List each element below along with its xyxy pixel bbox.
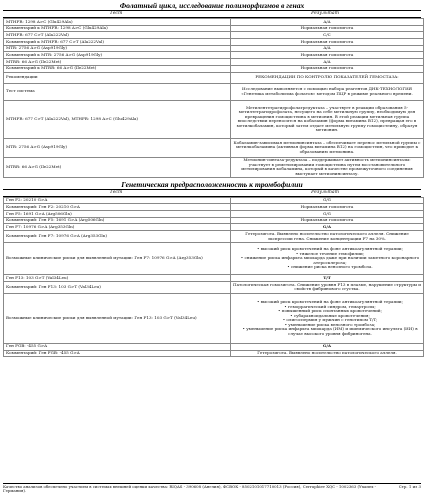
risk-item: • субарахноидальные кровотечения; — [239, 314, 421, 319]
table-row — [4, 25, 424, 32]
test-name-cell: Комментарий к MTR: 2756 A>G (Asp919Gly) — [4, 52, 231, 59]
result-cell: Гетерозигота. Выявлено носительство патологического аллеля. — [231, 350, 424, 357]
section-title-folate: Фолатный цикл, исследование полиморфизмов в генах — [119, 1, 305, 10]
test-name-cell: Ген F2: 20210 G>A — [4, 197, 231, 204]
test-name-cell: Возможные клинические риски для выявленной мутации: Ген F7: 10976 G>A (Arg353Gln) — [4, 243, 231, 275]
risk-item: • высокий риск кровотечений на фоне антикоагулянтной терапии; — [239, 247, 421, 252]
risk-list — [233, 247, 421, 270]
result-cell: A/A — [231, 19, 424, 26]
result-cell: A/A — [231, 59, 424, 66]
test-name-cell: Ген FGB: -455 G>A — [4, 343, 231, 350]
test-name-cell: Ген F13: 103 G>T (Val34Leu) — [4, 275, 231, 282]
table-row — [4, 231, 424, 243]
table-row — [4, 350, 424, 357]
table-header-thrombophilia — [3, 189, 421, 197]
table-row — [4, 65, 424, 72]
result-cell: A/A — [231, 45, 424, 52]
thrombophilia-table — [3, 197, 424, 358]
table-row — [4, 138, 424, 157]
quality-note: Качество анализов обеспечено участием в системах внешней оценки качества: RIQAS - 390608 (Англия), ФСВОК - 8502101017710013 (Россия), Cerruphiev XQC - 1002363 (Ухапех - Германия). — [3, 484, 376, 494]
result-cell: Нормальная гомозигота — [231, 39, 424, 46]
result-cell: G/A — [231, 343, 424, 350]
result-cell: G/G — [231, 211, 424, 218]
risk-item: • высокий риск кровотечений на фоне антикоагулянтной терапии; — [239, 300, 421, 305]
result-cell: T/T — [231, 275, 424, 282]
table-row — [4, 224, 424, 231]
result-cell: Нормальная гомозигота — [231, 25, 424, 32]
col-header-result: Результат — [311, 189, 339, 195]
test-name-cell: Комментарий к MTRR: 66 A>G (Ile22Met) — [4, 65, 231, 72]
risk-list-cell — [231, 243, 424, 275]
test-name-cell: MTRR: 66 A>G (Ile22Met) — [4, 157, 231, 177]
table-row — [4, 197, 424, 204]
table-row — [4, 72, 424, 83]
test-name-cell: Комментарий: Ген F7: 10976 G>A (Arg353Gln) — [4, 231, 231, 243]
section-title-thrombophilia: Генетическая предрасположенность к тромбофилии — [121, 179, 303, 189]
table-row — [4, 19, 424, 26]
result-cell: Метионин-синтаза-редуктаза – поддерживает активность метионинсинтазы: участвует в реметилировании гомоцистеина путем восстановительного метилирования кобаламина, который в качестве промежуточного соединения выступает метионинсинтазу. — [231, 157, 424, 177]
table-row — [4, 32, 424, 39]
table-row — [4, 45, 424, 52]
risk-list-cell — [231, 293, 424, 343]
result-cell: Нормальная гомозигота — [231, 65, 424, 72]
table-row — [4, 293, 424, 343]
test-name-cell: Тест система — [4, 83, 231, 100]
table-row — [4, 83, 424, 100]
risk-item: • тяжелое течение гемофилии; — [239, 252, 421, 257]
result-cell: Исследование выполняется с помощью набора реагентов ДНК-ТЕХНОЛОГИЯ «Генетика метаболизма фолатов» методом ПЦР в режиме реального времени. — [231, 83, 424, 100]
risk-item: • олигоспермия у мужчин с генотипом T/T; — [239, 318, 421, 323]
test-name-cell: Комментарий: Ген FGB: -455 G>A — [4, 350, 231, 357]
table-row — [4, 100, 424, 138]
risk-item: • повышенный риск спонтанных кровотечений; — [239, 309, 421, 314]
table-row — [4, 217, 424, 224]
test-name-cell: Ген F5: 1691 G>A (Arg506Gln) — [4, 211, 231, 218]
test-name-cell: MTHFR: 677 C>T (Ala222Val), MTHFR: 1298 A>C (Glu429Ala) — [4, 100, 231, 138]
result-cell: G/A — [231, 224, 424, 231]
test-name-cell: Комментарий: Ген F13: 103 G>T (Val34Leu) — [4, 281, 231, 293]
table-row — [4, 211, 424, 218]
col-header-test: Тест — [109, 11, 123, 16]
test-name-cell: MTHFR: 1298 A>C (Glu429Ala) — [4, 19, 231, 26]
result-cell: C/C — [231, 32, 424, 39]
test-name-cell: Комментарий к MTHFR: 677 C>T (Ala222Val) — [4, 39, 231, 46]
result-cell: РЕКОМЕНДАЦИИ ПО КОНТРОЛЮ ПОКАЗАТЕЛЕЙ ГЕМОСТАЗА: — [231, 72, 424, 83]
table-row — [4, 59, 424, 66]
table-row — [4, 281, 424, 293]
risk-item: • геморрагический синдром, гемартрозы; — [239, 305, 421, 310]
result-cell: Нормальная гомозигота — [231, 217, 424, 224]
test-name-cell: Рекомендации — [4, 72, 231, 83]
test-name-cell: Комментарий к MTHFR: 1298 A>C (Glu429Ala) — [4, 25, 231, 32]
table-row — [4, 52, 424, 59]
table-row — [4, 204, 424, 211]
page-number: Стр. 1 из 3 — [398, 484, 421, 489]
page-footer — [3, 483, 421, 500]
test-name-cell: Комментарий: Ген F5: 1691 G>A (Arg506Gln) — [4, 217, 231, 224]
risk-item: • снижение риска венозного тромбоза. — [239, 265, 421, 270]
risk-item: • снижение риска инфаркта миокарда даже при наличии заметного коронарного атеросклероза; — [239, 256, 421, 265]
test-name-cell: Возможные клинические риски для выявленной мутации: Ген F13: 103 G>T (Val34Leu) — [4, 293, 231, 343]
col-header-test: Тест — [109, 189, 123, 195]
table-row — [4, 343, 424, 350]
result-cell: Нормальная гомозигота — [231, 204, 424, 211]
test-name-cell: Комментарий: Ген F2: 20210 G>A — [4, 204, 231, 211]
risk-item: • уменьшение риска инфаркта миокарда (ИМ) и ишемического инсульта (ИИ) в случае высокого уровня фибриногена. — [239, 327, 421, 336]
test-name-cell: Ген F7: 10976 G>A (Arg353Gln) — [4, 224, 231, 231]
table-header-folate — [3, 10, 421, 18]
test-name-cell: MTR: 2756 A>G (Asp919Gly) — [4, 138, 231, 157]
result-cell: Гетерозигота. Выявлено носительство патологического аллеля. Снижение экспрессии гена. Снижение концентрации F7 на 30%. — [231, 231, 424, 243]
result-cell: Кобаламин-зависимая метионинсинтаза – обеспечивает перенос метильной группы с метилкобаламина (активная форма витамина В12) на гомоцистеин, что приводит к образованию метионина. — [231, 138, 424, 157]
test-name-cell: MTR: 2756 A>G (Asp919Gly) — [4, 45, 231, 52]
result-cell: Нормальная гомозигота — [231, 52, 424, 59]
test-name-cell: MTRR: 66 A>G (Ile22Met) — [4, 59, 231, 66]
col-header-result: Результат — [311, 11, 339, 16]
table-row — [4, 275, 424, 282]
risk-item: • уменьшение риска венозного тромбоза; — [239, 323, 421, 328]
folate-table — [3, 18, 424, 178]
risk-list — [233, 300, 421, 336]
result-cell: G/G — [231, 197, 424, 204]
result-cell: Метилентетрагидрофолатредуктаза – участвует в реакции образования 5-метилтетрагидрофолата, несущего на себе метильную группу, необходимую для превращения гомоцистеина в метионин. В этой реакции метильная группа впоследствии переносится на кобаламин (форма витамина В12), превращая его в метилкобаламин, который затем отдает метильную группу гомоцистеину, образуя метионин. — [231, 100, 424, 138]
result-cell: Патологическая гомозигота. Снижение уровня F13 в плазме, нарушение структуры и свойств фибринового сгустка. — [231, 281, 424, 293]
table-row — [4, 243, 424, 275]
test-name-cell: MTHFR: 677 C>T (Ala222Val) — [4, 32, 231, 39]
table-row — [4, 157, 424, 177]
table-row — [4, 39, 424, 46]
